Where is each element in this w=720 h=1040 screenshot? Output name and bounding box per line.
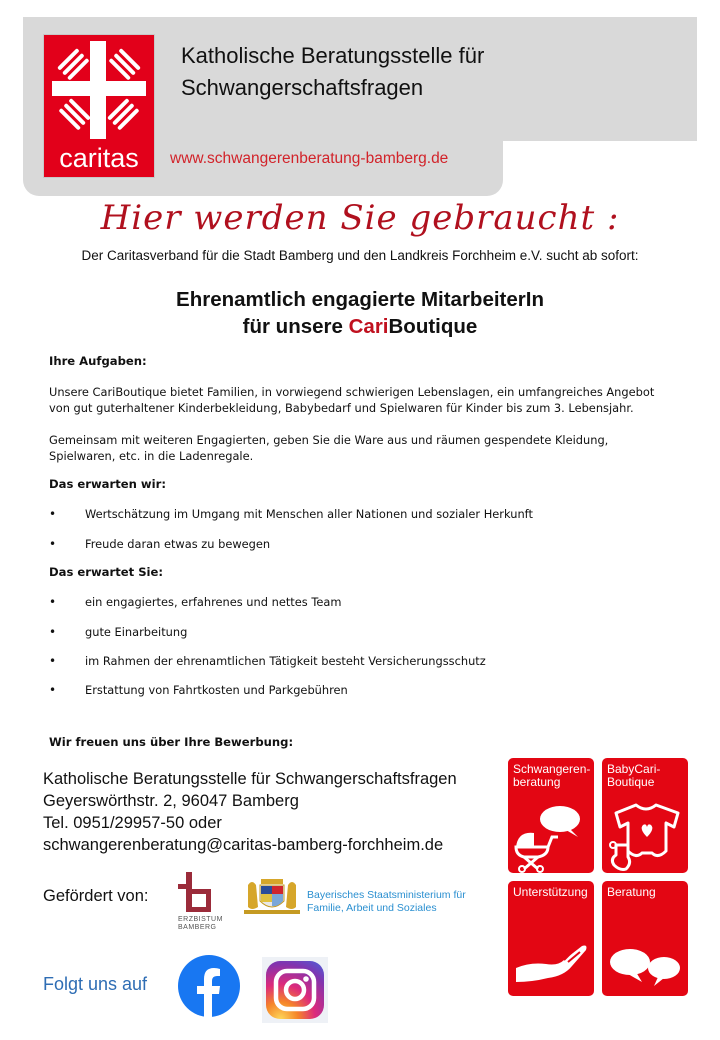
facebook-icon[interactable]: [178, 955, 240, 1017]
job-title-line2: für unsere CariBoutique: [242, 315, 478, 338]
tile-beratung[interactable]: [602, 881, 688, 996]
erzbistum-text-2: BAMBERG: [178, 924, 217, 931]
tile-babycari-boutique[interactable]: [602, 758, 688, 873]
offers-heading: Das erwartet Sie:: [49, 565, 164, 579]
erzbistum-bamberg-logo: [178, 872, 224, 932]
headline: Hier werden Sie gebraucht :: [100, 198, 620, 238]
follow-label: Folgt uns auf: [43, 974, 148, 994]
caritas-cross-icon: [44, 35, 154, 177]
bullet-icon: •: [49, 625, 57, 639]
bullet-icon: •: [49, 595, 57, 609]
tile-label: Schwangeren-: [513, 762, 591, 776]
instagram-icon[interactable]: [262, 957, 328, 1023]
tasks-paragraph-1: Unsere CariBoutique bietet Familien, in vorwiegend schwierigen Lebenslagen, ein umfangreiches Angebot von gut guterhaltener Kinderbekleidung, Babybedarf und Spielwaren für Kinder bis zum 3. Lebensjahr.: [49, 385, 655, 415]
list-item: • Wertschätzung im Umgang mit Menschen aller Nationen und sozialer Herkunft: [49, 507, 533, 521]
expectations-heading: Das erwarten wir:: [49, 477, 166, 491]
svg-text:caritas: caritas: [59, 143, 139, 173]
tile-label: Beratung: [607, 885, 656, 899]
bullet-icon: •: [49, 507, 57, 521]
list-item: • gute Einarbeitung: [49, 625, 188, 639]
tasks-heading: Ihre Aufgaben:: [49, 354, 147, 368]
bullet-icon: •: [49, 683, 57, 697]
speech-bubbles-icon: [602, 916, 688, 996]
contact-org: Katholische Beratungsstelle für Schwangerschaftsfragen: [43, 770, 457, 788]
header-title-line1: Katholische Beratungsstelle für: [181, 43, 485, 68]
header-title: [181, 40, 484, 104]
website-link[interactable]: www.schwangerenberatung-bamberg.de: [170, 150, 449, 167]
erzbistum-text-1: ERZBISTUM: [178, 916, 223, 923]
closing-text: Wir freuen uns über Ihre Bewerbung:: [49, 735, 294, 749]
list-item: • ein engagiertes, erfahrenes und nettes Team: [49, 595, 342, 609]
caritas-logo: [43, 34, 155, 178]
list-item: • Freude daran etwas zu bewegen: [49, 537, 271, 551]
job-title-line1: Ehrenamtlich engagierte MitarbeiterIn: [176, 288, 544, 311]
ministry-logo-text: Bayerisches Staatsministerium für Familie, Arbeit und Soziales: [307, 889, 466, 914]
list-item: • im Rahmen der ehrenamtlichen Tätigkeit besteht Versicherungsschutz: [49, 654, 486, 668]
subline: Der Caritasverband für die Stadt Bamberg und den Landkreis Forchheim e.V. sucht ab sofort:: [81, 248, 639, 263]
tile-label: Boutique: [607, 775, 655, 789]
stroller-speech-icon: [508, 793, 594, 873]
tile-label: Unterstützung: [513, 885, 588, 899]
contact-block: [43, 768, 457, 856]
bullet-icon: •: [49, 654, 57, 668]
bavarian-coat-of-arms-icon: [244, 877, 300, 915]
onesie-sock-icon: [602, 793, 688, 873]
tile-unterstuetzung[interactable]: [508, 881, 594, 996]
tile-schwangerenberatung[interactable]: [508, 758, 594, 873]
tile-label: BabyCari-: [607, 762, 661, 776]
tile-label: beratung: [513, 775, 561, 789]
contact-email[interactable]: schwangerenberatung@caritas-bamberg-forchheim.de: [43, 836, 444, 854]
open-hand-icon: [508, 916, 594, 996]
sponsors-label: Gefördert von:: [43, 887, 149, 905]
list-item: • Erstattung von Fahrtkosten und Parkgebühren: [49, 683, 348, 697]
job-title: [0, 286, 720, 340]
contact-address: Geyerswörthstr. 2, 96047 Bamberg: [43, 792, 299, 810]
cari-highlight: Cari: [348, 315, 389, 338]
bullet-icon: •: [49, 537, 57, 551]
tasks-paragraph-2: Gemeinsam mit weiteren Engagierten, geben Sie die Ware aus und räumen gespendete Kleidung, Spielwaren, etc. in die Ladenregale.: [49, 433, 609, 463]
erzbistum-icon: [178, 872, 214, 912]
contact-phone: Tel. 0951/29957-50 oder: [43, 814, 222, 832]
header-title-line2: Schwangerschaftsfragen: [181, 75, 424, 100]
